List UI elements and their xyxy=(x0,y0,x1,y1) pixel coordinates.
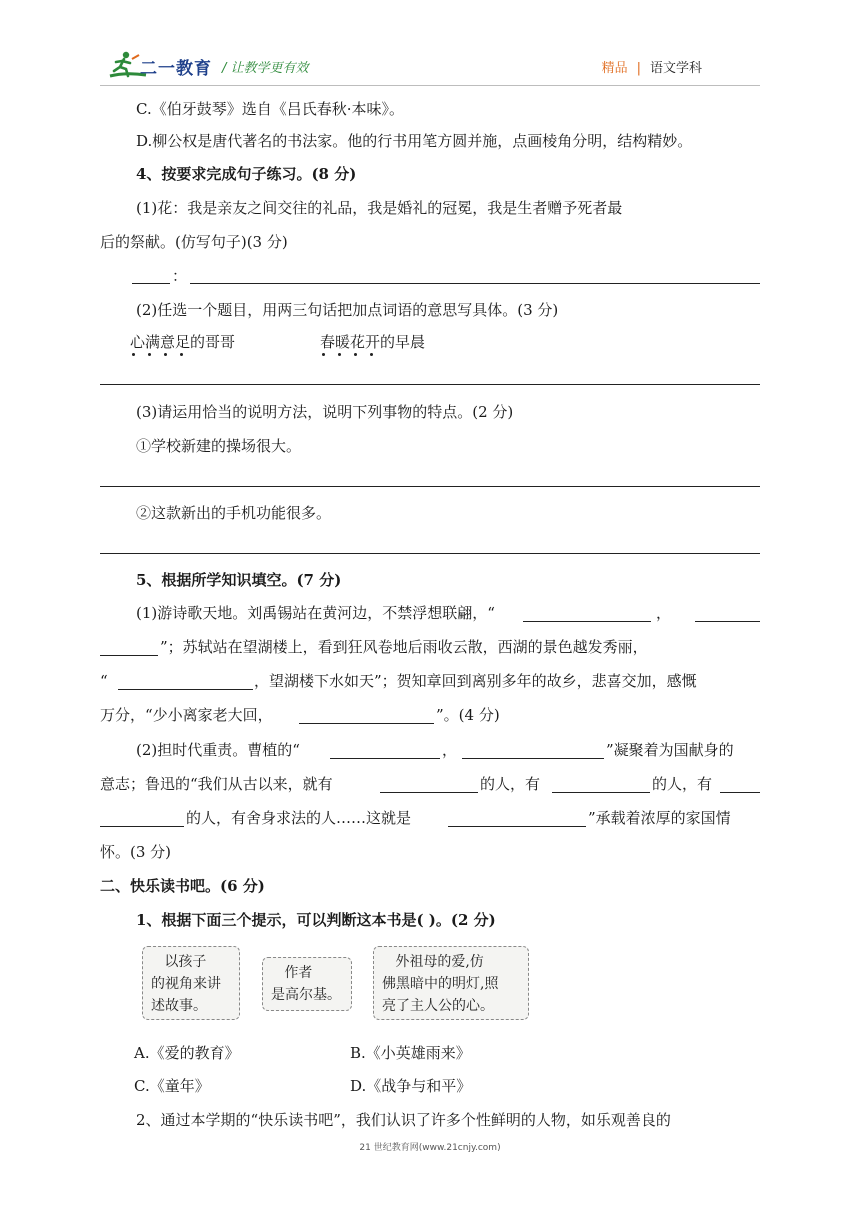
hint-card-3: 外祖母的爱,仿 佛黑暗中的明灯,照 亮了主人公的心。 xyxy=(373,946,529,1020)
blank-q5-2-e-cont[interactable] xyxy=(100,826,184,827)
option-b[interactable]: B.《小英雄雨来》 xyxy=(350,1044,471,1062)
q5-2-line1-end: ”凝聚着为国献身的 xyxy=(606,741,734,759)
blank-q5-1-d[interactable] xyxy=(299,723,434,724)
q4-2-option-2 xyxy=(320,332,425,352)
blank-q5-1-b-cont[interactable] xyxy=(100,655,158,656)
option-d[interactable]: D.《战争与和平》 xyxy=(350,1077,472,1095)
brand-name: 二一教育 xyxy=(140,59,212,79)
section-2-title: 二、快乐读书吧。(6 分) xyxy=(100,877,265,895)
s2-question-1: 1、根据下面三个提示，可以判断这本书是( )。(2 分) xyxy=(136,911,496,929)
hint-card-1: 以孩子 的视角来讲 述故事。 xyxy=(142,946,240,1020)
q5-2-line1: (2)担时代重责。曹植的“ xyxy=(136,741,300,759)
q4-2-option-2-text: 春暖花开的早晨 xyxy=(320,333,426,351)
header-separator: | xyxy=(636,61,641,76)
subject-label: 语文学科 xyxy=(649,61,702,76)
blank-q5-2-d[interactable] xyxy=(552,792,650,793)
blank-q5-2-c[interactable] xyxy=(380,792,478,793)
page-header xyxy=(0,48,860,84)
s2-question-2: 2、通过本学期的“快乐读书吧”，我们认识了许多个性鲜明的人物，如乐观善良的 xyxy=(136,1111,671,1129)
hint-card-2: 作者 是高尔基。 xyxy=(262,957,352,1011)
question-5-title: 5、根据所学知识填空。(7 分) xyxy=(136,571,342,589)
q5-2-line2-mid: 的人，有 xyxy=(480,775,541,793)
q5-1-line4: 万分，“少小离家老大回， xyxy=(100,706,273,724)
q4-1-colon: ： xyxy=(172,267,188,285)
q5-1-open-quote: “ xyxy=(100,672,108,690)
q5-2-line3-end: ”承载着浓厚的家国情 xyxy=(588,809,731,827)
q5-2-line2: 意志；鲁迅的“我们从古以来，就有 xyxy=(100,775,333,793)
blank-q5-1-c[interactable] xyxy=(118,689,253,690)
q5-1-line3: ，望湖楼下水如天”；贺知章回到离别多年的故乡，悲喜交加，感慨 xyxy=(254,672,697,690)
header-subject xyxy=(602,57,702,76)
q5-1-comma: ， xyxy=(656,604,672,622)
q5-2-comma: ， xyxy=(442,741,458,759)
header-divider xyxy=(100,85,760,86)
answer-blank-long[interactable] xyxy=(190,283,760,284)
q5-1-line1: (1)游诗歌天地。刘禹锡站在黄河边，不禁浮想联翩，“ xyxy=(136,604,495,622)
blank-q5-2-f[interactable] xyxy=(448,826,586,827)
question-4-title: 4、按要求完成句子练习。(8 分) xyxy=(136,165,357,183)
answer-blank-short[interactable] xyxy=(132,283,170,284)
q4-3-item-2: ②这款新出的手机功能很多。 xyxy=(136,504,332,522)
option-c-line: C.《伯牙鼓琴》选自《吕氏春秋·本味》。 xyxy=(136,100,404,118)
answer-line-q4-2[interactable] xyxy=(100,384,760,385)
q5-1-line2: ”；苏轼站在望湖楼上，看到狂风卷地后雨收云散，西湖的景色越发秀丽， xyxy=(160,638,648,656)
q4-3-item-1: ①学校新建的操场很大。 xyxy=(136,437,302,455)
q4-2-option-1-text: 心满意足的哥哥 xyxy=(130,333,236,351)
quality-label: 精品 xyxy=(601,61,628,76)
option-d-line: D.柳公权是唐代著名的书法家。他的行书用笔方圆并施，点画棱角分明，结构精妙。 xyxy=(136,132,693,150)
answer-line-q4-3-2[interactable] xyxy=(100,553,760,554)
q5-2-line4: 怀。(3 分) xyxy=(100,843,172,861)
q4-1-line1: (1)花：我是亲友之间交往的礼品，我是婚礼的冠冕，我是生者赠予死者最 xyxy=(136,199,623,217)
q4-1-line2: 后的祭献。(仿写句子)(3 分) xyxy=(100,233,288,251)
brand-slogan: / 让教学更有效 xyxy=(222,61,309,76)
blank-q5-2-a[interactable] xyxy=(330,758,440,759)
option-a[interactable]: A.《爱的教育》 xyxy=(134,1044,240,1062)
page-footer: 21 世纪教育网(www.21cnjy.com) xyxy=(359,1143,501,1153)
blank-q5-2-b[interactable] xyxy=(462,758,604,759)
blank-q5-2-e[interactable] xyxy=(720,792,760,793)
q4-3-line: (3)请运用恰当的说明方法，说明下列事物的特点。(2 分) xyxy=(136,403,514,421)
q5-2-line3: 的人，有舍身求法的人……这就是 xyxy=(186,809,412,827)
blank-q5-1-b[interactable] xyxy=(695,621,760,622)
q5-2-line2-end: 的人，有 xyxy=(652,775,713,793)
q4-2-line: (2)任选一个题目，用两三句话把加点词语的意思写具体。(3 分) xyxy=(136,301,559,319)
q4-2-option-1 xyxy=(130,332,235,352)
option-c[interactable]: C.《童年》 xyxy=(134,1077,210,1095)
answer-line-q4-3-1[interactable] xyxy=(100,486,760,487)
blank-q5-1-a[interactable] xyxy=(523,621,651,622)
q5-1-line4-end: ”。(4 分) xyxy=(436,706,500,724)
